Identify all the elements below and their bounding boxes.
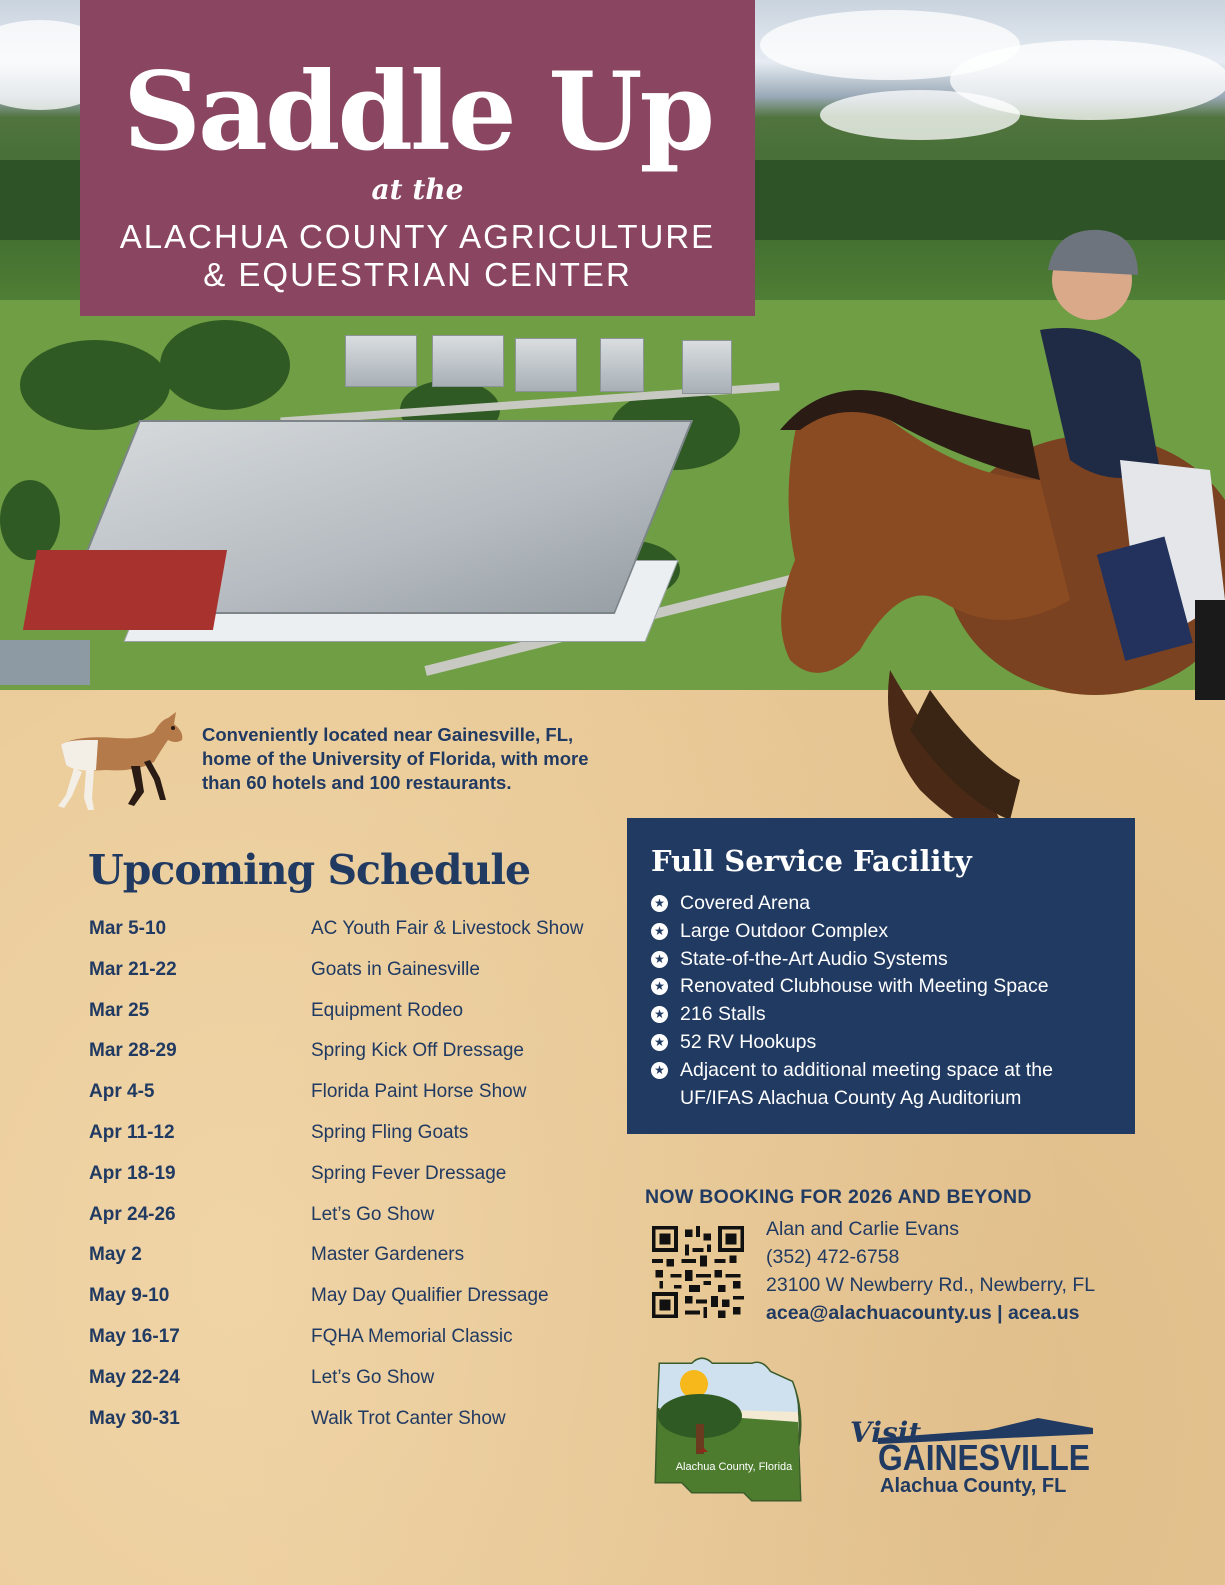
facility-feature-label: Adjacent to additional meeting space at the UF/IFAS Alachua County Ag Auditorium bbox=[680, 1058, 1053, 1109]
contact-address: 23100 W Newberry Rd., Newberry, FL bbox=[766, 1274, 1096, 1296]
event-name: Let’s Go Show bbox=[311, 1366, 435, 1388]
facility-feature-label: State-of-the-Art Audio Systems bbox=[680, 947, 948, 970]
horse-and-rider-image bbox=[740, 220, 1225, 850]
event-date: May 9-10 bbox=[89, 1285, 170, 1307]
venue-name bbox=[80, 218, 755, 294]
visit-city: GAINESVILLE bbox=[878, 1437, 1090, 1478]
event-date: May 30-31 bbox=[89, 1407, 180, 1429]
schedule-title: Upcoming Schedule bbox=[88, 846, 531, 894]
visit-gainesville-logo bbox=[848, 1408, 1098, 1498]
schedule-row bbox=[89, 1040, 629, 1081]
facility-feature bbox=[651, 1057, 1121, 1113]
event-date: Mar 21-22 bbox=[89, 958, 177, 980]
event-date: Apr 11-12 bbox=[89, 1121, 175, 1143]
schedule-row bbox=[89, 1163, 629, 1204]
event-date: Mar 5-10 bbox=[89, 918, 167, 939]
event-date: May 16-17 bbox=[89, 1325, 180, 1347]
facility-feature-label: Large Outdoor Complex bbox=[680, 919, 889, 942]
schedule-row bbox=[89, 1285, 629, 1326]
schedule-row bbox=[89, 918, 629, 959]
facility-feature bbox=[651, 946, 1121, 974]
visit-region: Alachua County, FL bbox=[880, 1475, 1067, 1497]
schedule-row bbox=[89, 1367, 629, 1408]
star-icon: ★ bbox=[651, 923, 668, 940]
venue-line-2: & EQUESTRIAN CENTER bbox=[203, 256, 632, 293]
county-logo-text: Alachua County, Florida bbox=[675, 1461, 793, 1473]
event-name: Master Gardeners bbox=[311, 1244, 465, 1266]
facility-feature-label: Covered Arena bbox=[680, 892, 811, 914]
schedule-row bbox=[89, 1204, 629, 1245]
contact-email-website[interactable]: acea@alachuacounty.us | acea.us bbox=[766, 1302, 1080, 1324]
schedule-row bbox=[89, 1326, 629, 1367]
qr-code[interactable] bbox=[650, 1226, 746, 1318]
schedule-row bbox=[89, 1081, 629, 1122]
event-date: May 2 bbox=[89, 1244, 142, 1266]
venue-line-1: ALACHUA COUNTY AGRICULTURE bbox=[119, 218, 716, 255]
visit-script: Visit bbox=[850, 1416, 922, 1449]
facility-feature bbox=[651, 1001, 1121, 1029]
event-name: Spring Fling Goats bbox=[311, 1121, 469, 1143]
event-name: May Day Qualifier Dressage bbox=[311, 1285, 549, 1307]
event-date: Mar 25 bbox=[89, 999, 150, 1021]
event-date: Apr 4-5 bbox=[89, 1081, 155, 1103]
goat-illustration bbox=[36, 710, 186, 815]
event-name: Spring Kick Off Dressage bbox=[311, 1040, 524, 1062]
contact-name: Alan and Carlie Evans bbox=[766, 1218, 959, 1240]
event-name: Walk Trot Canter Show bbox=[311, 1407, 506, 1429]
star-icon: ★ bbox=[651, 1062, 668, 1079]
star-icon: ★ bbox=[651, 951, 668, 968]
facility-feature bbox=[651, 973, 1121, 1001]
subtitle: at the bbox=[371, 173, 464, 206]
intro-text: Conveniently located near Gainesville, FL, home of the University of Florida, with more than 60 hotels and 100 restaurants. bbox=[202, 724, 589, 793]
schedule-row bbox=[89, 1408, 629, 1449]
event-name: AC Youth Fair & Livestock Show bbox=[311, 918, 584, 939]
star-icon: ★ bbox=[651, 978, 668, 995]
contact-phone[interactable]: (352) 472-6758 bbox=[766, 1246, 900, 1268]
event-date: Mar 28-29 bbox=[89, 1040, 177, 1062]
schedule-row bbox=[89, 959, 629, 1000]
facility-box bbox=[627, 818, 1135, 1134]
facility-feature-label: 216 Stalls bbox=[680, 1003, 766, 1026]
alachua-county-logo bbox=[652, 1352, 804, 1502]
event-name: Spring Fever Dressage bbox=[311, 1162, 507, 1184]
facility-feature bbox=[651, 890, 1121, 918]
booking-heading: NOW BOOKING FOR 2026 AND BEYOND bbox=[645, 1186, 1032, 1208]
facility-feature-list bbox=[651, 890, 1121, 1112]
event-name: Let’s Go Show bbox=[311, 1203, 435, 1225]
event-name: Equipment Rodeo bbox=[311, 999, 464, 1021]
facility-feature bbox=[651, 918, 1121, 946]
star-icon: ★ bbox=[651, 1034, 668, 1051]
star-icon: ★ bbox=[651, 895, 668, 912]
title-banner bbox=[80, 0, 755, 316]
facility-title: Full Service Facility bbox=[651, 844, 972, 878]
facility-feature-label: Renovated Clubhouse with Meeting Space bbox=[680, 975, 1049, 998]
schedule-row bbox=[89, 1000, 629, 1041]
event-name: Florida Paint Horse Show bbox=[311, 1081, 527, 1103]
event-name: FQHA Memorial Classic bbox=[311, 1325, 513, 1347]
event-name: Goats in Gainesville bbox=[311, 958, 480, 980]
facility-feature-label: 52 RV Hookups bbox=[680, 1030, 817, 1053]
event-date: Apr 18-19 bbox=[89, 1162, 176, 1184]
main-title: Saddle Up bbox=[122, 49, 713, 175]
contact-info bbox=[766, 1215, 1095, 1327]
event-date: Apr 24-26 bbox=[89, 1203, 176, 1225]
facility-feature bbox=[651, 1029, 1121, 1057]
schedule-row bbox=[89, 1244, 629, 1285]
schedule-list bbox=[89, 918, 629, 1448]
schedule-row bbox=[89, 1122, 629, 1163]
event-date: May 22-24 bbox=[89, 1366, 180, 1388]
star-icon: ★ bbox=[651, 1006, 668, 1023]
